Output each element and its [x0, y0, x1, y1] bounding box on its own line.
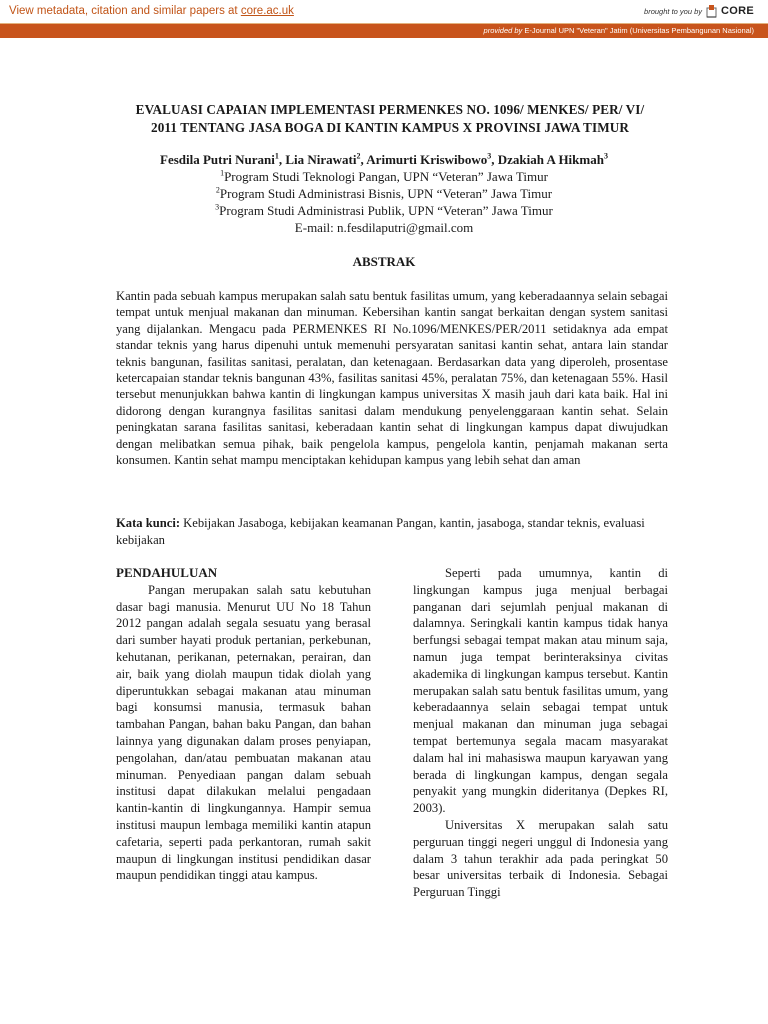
body-paragraph: Pangan merupakan salah satu kebutuhan dasar bagi manusia. Menurut UU No 18 Tahun 2012 pangan adalah segala sesuatu yang berasal dari sumber hayati produk pertanian, perkebunan, kehutanan, perikanan, peternakan, perairan, dan air, baik yang diolah maupun tidak diolah yang diperuntukkan sebagai makanan atau minuman bagi konsumsi manusia, termasuk bahan tambahan Pangan, bahan baku Pangan, dan bahan lainnya yang digunakan dalam proses penyiapan, pengolahan, dan/atau pembuatan makanan atau minuman. Penyediaan pangan dalam sebuah institusi dapat dilakukan melalui pengadaan kantin-kantin di lingkungannya. Hampir semua institusi maupun lembaga memiliki kantin atapun cafetaria, seperti pada perkantoran, rumah sakit maupun di lingkungan institusi pendidikan dasar maupun pendidikan tinggi atau kampus. — [116, 582, 371, 883]
author-name: Fesdila Putri Nurani — [160, 152, 275, 167]
author-sup: 1 — [274, 151, 279, 161]
author-separator: , — [278, 152, 286, 167]
provided-by-bar — [0, 24, 768, 38]
author-sup: 3 — [487, 151, 492, 161]
provided-by-source: E-Journal UPN "Veteran" Jatim (Universitas Pembangunan Nasional) — [522, 26, 754, 35]
affiliation-2 — [60, 185, 708, 202]
core-logo-icon — [706, 4, 717, 18]
affiliation-text: Program Studi Administrasi Bisnis, UPN “Veteran” Jawa Timur — [219, 186, 553, 201]
author-name: Dzakiah A Hikmah — [497, 152, 604, 167]
affiliation-sup: 1 — [220, 168, 225, 178]
view-metadata-label: View metadata, citation and similar papers at — [9, 5, 241, 17]
title-line-1: EVALUASI CAPAIAN IMPLEMENTASI PERMENKES NO. 1096/ MENKES/ PER/ VI/ — [135, 102, 645, 117]
paper-title — [100, 101, 680, 137]
author-name: Lia Nirawati — [285, 152, 357, 167]
author-list — [60, 151, 708, 168]
author-separator: , — [491, 152, 498, 167]
keywords — [116, 515, 668, 549]
affiliation-sup: 2 — [215, 185, 220, 195]
body-paragraph: Universitas X merupakan salah satu perguruan tinggi negeri unggul di Indonesia yang dalam 3 tahun terakhir ada pada peringkat 50 besar universitas terbaik di Indonesia. Sebagai Perguruan Tinggi — [413, 817, 668, 900]
author-sup: 3 — [603, 151, 608, 161]
core-brand[interactable] — [644, 4, 754, 18]
provided-by-text — [484, 26, 754, 35]
author-email: E-mail: n.fesdilaputri@gmail.com — [294, 220, 474, 235]
core-metadata-text — [9, 5, 294, 17]
author-sup: 2 — [356, 151, 361, 161]
abstract-heading: ABSTRAK — [352, 254, 416, 269]
abstract-body: Kantin pada sebuah kampus merupakan salah satu bentuk fasilitas umum, yang keberadaannya selain sebagai tempat untuk menjual makanan dan minuman. Kebersihan kantin sangat berkaitan dengan system sanitasi yang dijalankan. Mengacu pada PERMENKES RI No.1096/MENKES/PER/2011 setidaknya ada empat standar teknis yang harus dipenuhi untuk memenuhi persyaratan sanitasi kantin sehat, antara lain standar teknis bangunan, fasilitas sanitasi, peralatan, dan ketenagaan. Berdasarkan data yang diperoleh, prosentase ketercapaian standar teknis bangunan 43%, fasilitas sanitasi 45%, peralatan 75%, dan ketenagaan 55%. Hasil tersebut menunjukkan bahwa kantin di lingkungan kampus universitas X masih jauh dari kata baik. Hal ini didorong dengan kurangnya fasilitas sanitasi dalam mendukung penyelenggaraan kantin sehat. Selain peningkatan sarana fasilitas sanitasi, keberadaan kantin sehat di lingkungan kampus dapat diwujudkan dengan melibatkan semua pihak, baik pengelola kampus, pengelola kantin, penjamah makanan serta konsumen. Kantin sehat mampu menciptakan kehidupan kampus yang lebih sehat dan aman — [116, 289, 668, 468]
provided-by-label: provided by — [483, 26, 523, 35]
affiliation-text: Program Studi Administrasi Publik, UPN “Veteran” Jawa Timur — [219, 203, 553, 218]
brought-by-label: brought to you by — [644, 6, 703, 16]
affiliation-1 — [60, 168, 708, 185]
keywords-list: Kebijakan Jasaboga, kebijakan keamanan Pangan, kantin, jasaboga, standar teknis, evaluasi kebijakan — [116, 516, 645, 547]
column-left — [116, 565, 371, 884]
body-paragraph: Seperti pada umumnya, kantin di lingkungan kampus juga menjual berbagai panganan dari sejumlah penjual makanan di dalamnya. Seringkali kantin kampus tidak hanya berfungsi sebagai tempat makan atau minum saja, namun juga tempat berinteraksinya civitas akademika di lingkungan kampus tersebut. Kantin merupakan salah satu bentuk fasilitas umum, yang keberadaannya selain sebagai tempat untuk menjual makanan dan minuman juga sebagai tempat bertemunya segala macam masyarakat dalam hal ini mahasiswa maupun karyawan yang berada di lingkungan kampus, dengan segala penyakit yang mungkin dideritanya (Depkes RI, 2003). — [413, 566, 668, 816]
core-logo-text: CORE — [721, 5, 754, 17]
author-name: Arimurti Kriswibowo — [366, 152, 488, 167]
section-heading: PENDAHULUAN — [116, 565, 218, 580]
core-link[interactable]: core.ac.uk — [240, 5, 294, 17]
affiliation-text: Program Studi Teknologi Pangan, UPN “Veteran” Jawa Timur — [224, 169, 548, 184]
keywords-label: Kata kunci: — [116, 516, 181, 530]
title-line-2: 2011 TENTANG JASA BOGA DI KANTIN KAMPUS X PROVINSI JAWA TIMUR — [151, 120, 629, 135]
affiliation-sup: 3 — [215, 202, 220, 212]
core-banner — [0, 0, 768, 24]
affiliation-3 — [60, 202, 708, 219]
author-separator: , — [360, 152, 367, 167]
column-right — [413, 565, 668, 901]
